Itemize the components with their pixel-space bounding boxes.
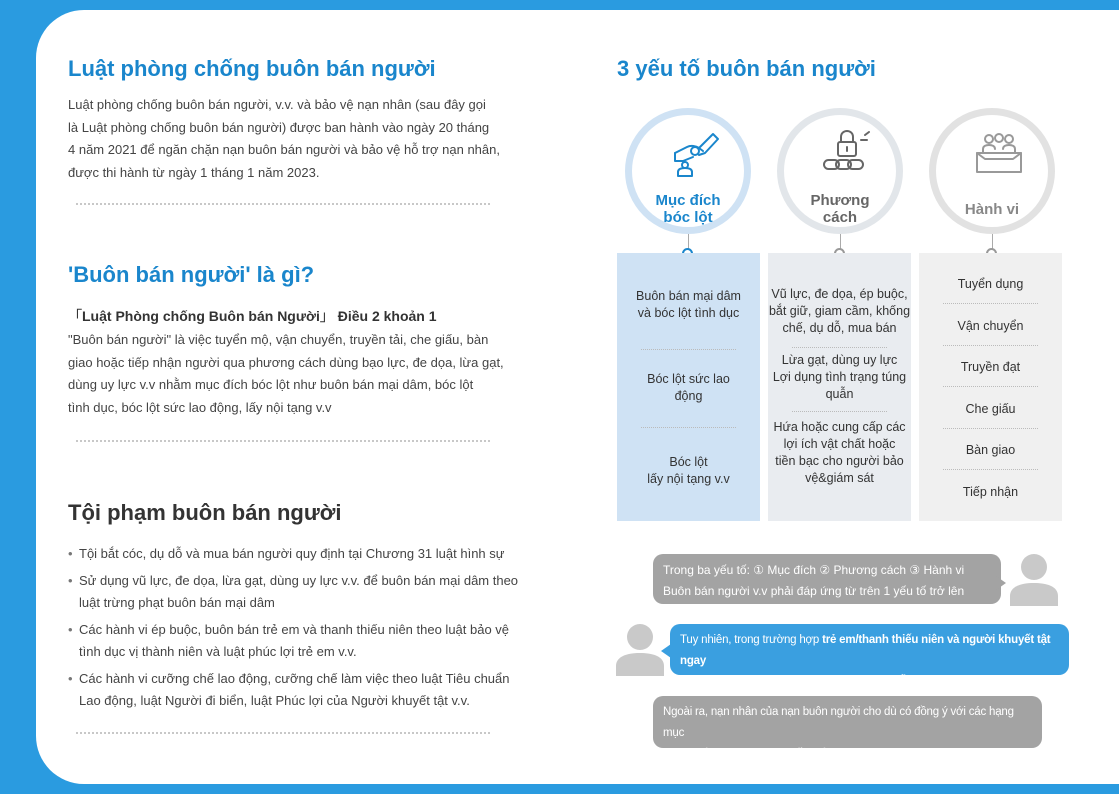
bubble-text: Tuy nhiên, trong trường hợp: [680, 634, 823, 646]
method-item: [768, 419, 911, 487]
item-line: vệ&giám sát: [805, 471, 874, 485]
item-divider: [943, 386, 1038, 387]
section-title-crimes: Tội phạm buôn bán người: [68, 500, 342, 525]
item-line: quẫn: [825, 387, 854, 401]
list-item-line: luật trừng phạt buôn bán mại dâm: [79, 595, 275, 610]
chain-lock-icon: [821, 128, 873, 176]
act-item: Bàn giao: [965, 443, 1016, 457]
law-line: 4 năm 2021 để ngăn chặn nạn buôn bán người và bảo vệ hỗ trợ nạn nhân,: [68, 142, 500, 157]
item-divider: [792, 411, 887, 412]
divider: [76, 203, 490, 205]
law-line: được thi hành từ ngày 1 tháng 1 năm 2023.: [68, 164, 320, 180]
label-line: bóc lột: [663, 209, 713, 226]
element-purpose-circle: [625, 108, 751, 234]
act-item: Che giấu: [965, 402, 1016, 416]
purpose-item: [617, 371, 760, 405]
list-item-line: tình dục vị thành niên và luật phúc lợi trẻ em v.v.: [79, 644, 357, 659]
person-avatar-icon: [1008, 550, 1060, 606]
label-line: Mục đích: [655, 192, 721, 209]
law-line: là Luật phòng chống buôn bán người) được ban hành vào ngày 20 tháng: [68, 119, 490, 135]
item-divider: [943, 345, 1038, 346]
list-item: [70, 543, 530, 565]
bubble-tail: [661, 644, 671, 658]
list-item-line: • Tội bắt cóc, dụ dỗ và mua bán người quy định tại Chương 31 luật hình sự: [79, 546, 505, 561]
definition-line: giao hoặc tiếp nhận người qua phương cách dùng bạo lực, đe dọa, lừa gạt,: [68, 354, 504, 370]
method-item: [768, 352, 911, 403]
definition-line: tình dục, bóc lột sức lao động, lấy nội tạng v.v: [68, 399, 332, 415]
item-divider: [792, 347, 887, 348]
element-method-label: [784, 192, 896, 226]
speech-bubble: [653, 554, 1001, 604]
item-divider: [641, 349, 736, 350]
people-box-icon: [973, 131, 1025, 175]
bubble-line: Trong ba yếu tố: ① Mục đích ② Phương cách ③ Hành vi: [663, 563, 965, 577]
item-line: Bóc lột: [669, 455, 708, 469]
item-line: Buôn bán mại dâm: [636, 289, 741, 303]
crimes-list: [70, 543, 530, 717]
hand-holding-person-icon: [669, 127, 721, 177]
list-item-line: Lao động, luật Người đi biển, luật Phúc lợi của Người khuyết tật v.v.: [79, 693, 470, 708]
bubble-text: cũng: [663, 748, 691, 760]
list-item: [70, 668, 530, 712]
bubble-bold-text: không ảnh hưởng đến việc: [690, 748, 834, 760]
page-panel: [36, 10, 1119, 784]
person-avatar-icon: [614, 620, 666, 676]
item-line: và bóc lột tình dục: [637, 306, 740, 320]
element-act-circle: [929, 108, 1055, 234]
item-line: Lợi dụng tình trạng túng: [772, 370, 907, 384]
item-line: động: [674, 389, 703, 403]
label-line: Phương: [810, 192, 870, 209]
connector-line: [840, 234, 841, 249]
definition-line: "Buôn bán người" là việc tuyển mộ, vận chuyển, truyền tải, che giấu, bàn: [68, 332, 489, 347]
list-item: [70, 619, 530, 663]
connector-line: [992, 234, 993, 249]
act-column: [919, 253, 1062, 521]
list-item-line: • Các hành vi cưỡng chế lao động, cưỡng chế làm việc theo luật Tiêu chuẩn: [79, 671, 510, 686]
act-item: Tuyển dụng: [957, 277, 1024, 291]
section-title-law: Luật phòng chống buôn bán người: [68, 56, 436, 81]
bubble-line: Buôn bán người v.v phải đáp ứng từ trên 1 yếu tố trở lên: [663, 584, 965, 598]
bubble-line: [680, 630, 1059, 672]
element-act-label: [936, 201, 1048, 218]
act-item: Tiếp nhận: [962, 485, 1019, 499]
element-method-circle: [777, 108, 903, 234]
item-line: Vũ lực, đe dọa, ép buộc,: [771, 287, 908, 301]
speech-bubble-highlight: [670, 624, 1069, 688]
section-title-definition: 'Buôn bán người' là gì?: [68, 262, 315, 287]
speech-bubble: [653, 696, 1042, 781]
item-line: Bóc lột sức lao: [647, 372, 730, 386]
divider: [76, 732, 490, 734]
connector-line: [688, 234, 689, 249]
item-line: chế, dụ dỗ, mua bán: [782, 321, 897, 335]
list-item: [70, 570, 530, 614]
item-line: lấy nội tạng v.v: [647, 472, 730, 486]
bubble-line: [663, 744, 1032, 784]
purpose-column: [617, 253, 760, 521]
definition-line: dùng uy lực v.v nhằm mục đích bóc lột như buôn bán mại dâm, bóc lột: [68, 377, 474, 392]
item-divider: [943, 428, 1038, 429]
divider: [76, 440, 490, 442]
item-line: bắt giữ, giam cầm, khống: [768, 304, 911, 318]
act-item: Truyền đạt: [960, 360, 1021, 374]
method-item: [768, 286, 911, 337]
item-divider: [943, 469, 1038, 470]
item-line: tiền bạc cho người bảo: [775, 454, 904, 468]
item-divider: [641, 427, 736, 428]
item-line: lợi ích vật chất hoặc: [783, 437, 896, 451]
element-purpose-label: [632, 192, 744, 226]
definition-paragraph: [68, 329, 518, 419]
law-paragraph: [68, 94, 508, 184]
bubble-line: Ngoài ra, nạn nhân của nạn buôn người cho dù có đồng ý với các hạng mục: [663, 706, 1014, 739]
law-line: Luật phòng chống buôn bán người, v.v. và bảo vệ nạn nhân (sau đây gọi: [68, 97, 486, 112]
act-item: Vận chuyển: [957, 319, 1024, 333]
bubble-text: xác định là nạn nhân của nạn buôn người: [663, 748, 1009, 781]
purpose-item: [617, 454, 760, 488]
list-item-line: • Các hành vi ép buộc, buôn bán trẻ em và thanh thiếu niên theo luật bảo vệ: [79, 622, 510, 637]
item-divider: [943, 303, 1038, 304]
bubble-bold-text: cả khi không có yếu tố phương cách thì vẫn được coi là 'buôn bán: [680, 676, 1033, 688]
definition-subtitle: 「Luật Phòng chống Buôn bán Người」 Điều 2 khoản 1: [68, 308, 437, 324]
item-line: Hứa hoặc cung cấp các: [773, 420, 906, 434]
bubble-tail: [996, 576, 1006, 590]
section-title-three-elements: 3 yếu tố buôn bán người: [617, 56, 876, 81]
bubble-bold-text: trẻ em/thanh thiếu niên và người khuyết tật ngay: [680, 634, 1051, 667]
item-line: Lừa gạt, dùng uy lực: [781, 353, 898, 367]
method-column: [768, 253, 911, 521]
label-line: cách: [822, 209, 858, 226]
purpose-item: [617, 288, 760, 322]
list-item-line: • Sử dụng vũ lực, đe dọa, lừa gạt, dùng uy lực v.v. để buôn bán mại dâm theo: [79, 573, 519, 588]
label-line: Hành vi: [964, 201, 1020, 218]
